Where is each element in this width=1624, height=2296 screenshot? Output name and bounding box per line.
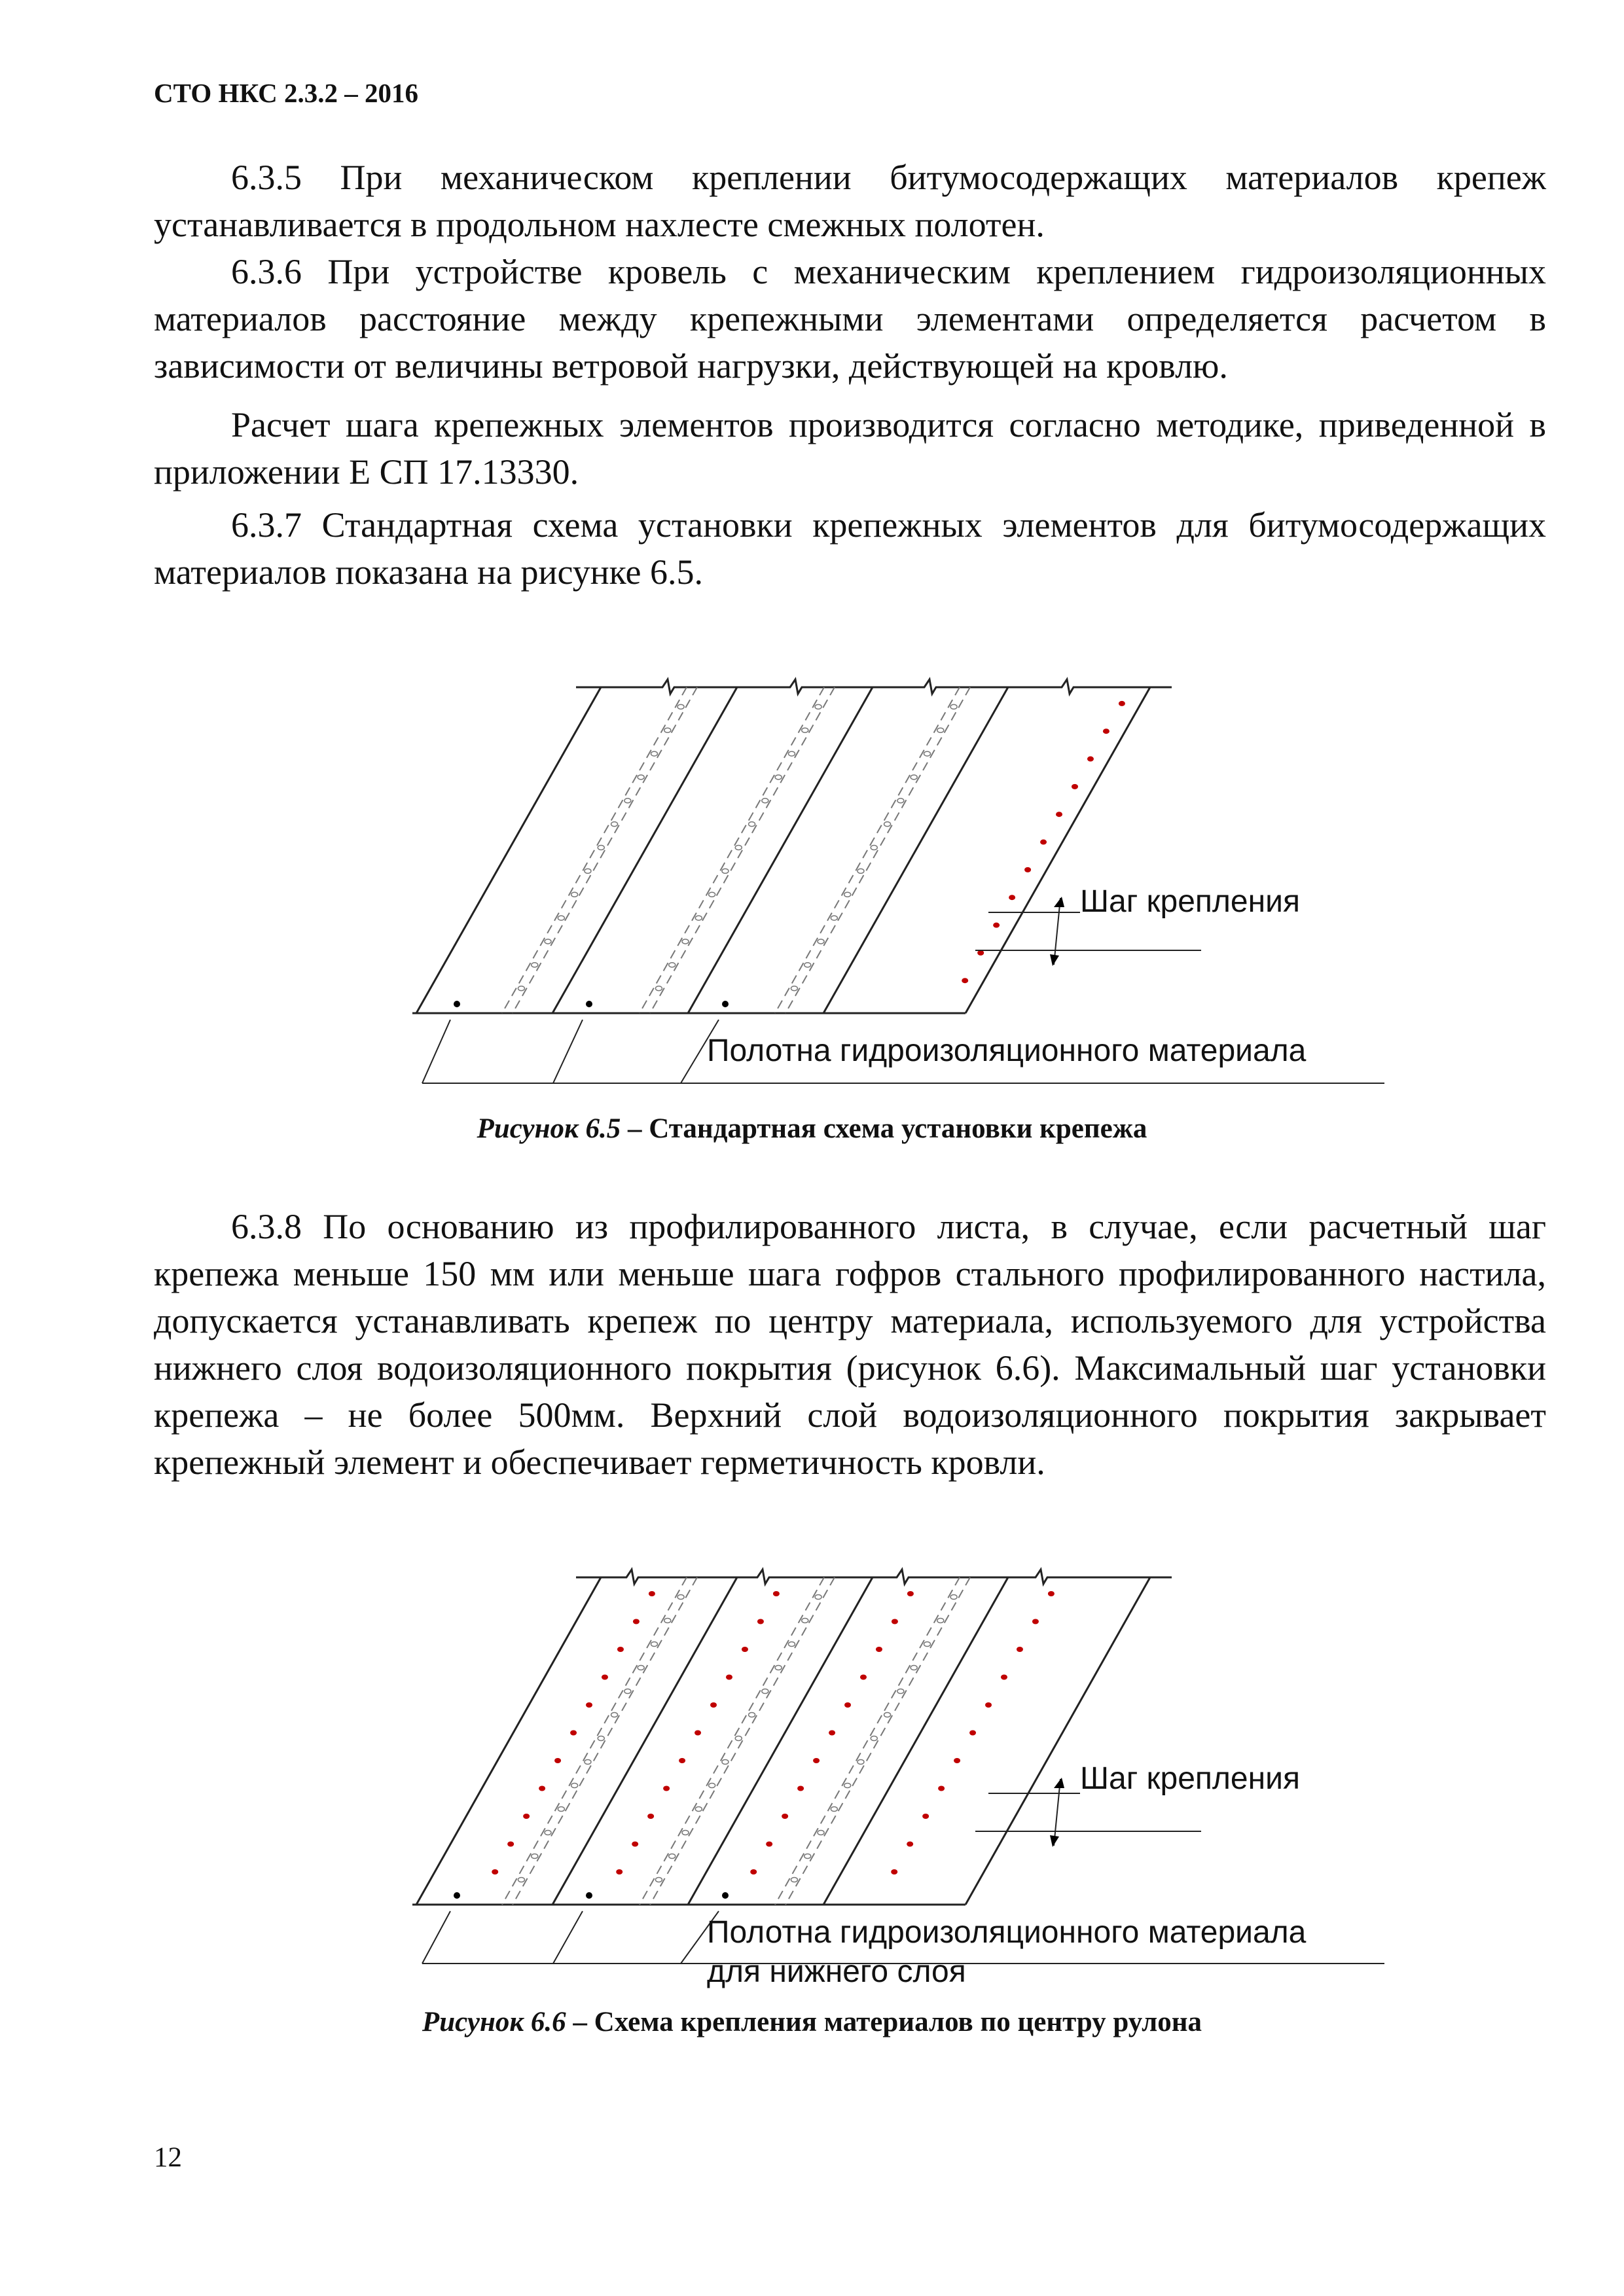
sheet-bottom-dot — [454, 1892, 460, 1899]
overlap-fastener-marker — [791, 1878, 797, 1882]
sheets-label-line-2: для нижнего слоя — [707, 1954, 966, 1989]
step-arrow-head — [1054, 1778, 1064, 1788]
overlap-fastener-marker — [638, 1666, 644, 1670]
red-fastener-marker — [507, 1842, 514, 1847]
overlap-fastener-marker — [818, 1831, 824, 1835]
overlap-fastener-marker — [788, 1642, 795, 1647]
step-label: Шаг крепления — [1080, 1761, 1300, 1796]
overlap-fastener-marker — [624, 1689, 631, 1694]
overlap-fastener-marker — [677, 1595, 684, 1600]
overlap-dashed-line — [640, 1577, 824, 1905]
red-fastener-marker — [985, 1702, 992, 1708]
overlap-fastener-marker — [664, 1619, 671, 1623]
overlap-fastener-marker — [831, 1807, 837, 1812]
red-fastener-marker — [539, 1786, 545, 1791]
sheet-bottom-dot — [722, 1892, 729, 1899]
caption-number: Рисунок 6.6 — [422, 2007, 566, 2037]
step-dimension-tick — [1054, 1779, 1060, 1846]
red-fastener-marker — [1001, 1675, 1007, 1680]
red-fastener-marker — [617, 1647, 624, 1652]
sheet-bottom-dot — [586, 1892, 592, 1899]
overlap-fastener-marker — [950, 1595, 957, 1600]
red-fastener-marker — [907, 1842, 913, 1847]
red-fastener-marker — [844, 1702, 851, 1708]
red-fastener-marker — [554, 1758, 561, 1763]
red-fastener-marker — [773, 1591, 780, 1596]
overlap-fastener-marker — [749, 1713, 755, 1717]
overlap-fastener-marker — [897, 1689, 904, 1694]
red-fastener-marker — [695, 1731, 701, 1736]
overlap-dashed-line — [785, 1577, 970, 1905]
overlap-fastener-marker — [884, 1713, 891, 1717]
red-fastener-marker — [1048, 1591, 1055, 1596]
red-fastener-marker — [954, 1758, 960, 1763]
red-fastener-marker — [782, 1814, 788, 1819]
overlap-fastener-marker — [558, 1807, 564, 1812]
red-fastener-marker — [1032, 1619, 1039, 1624]
red-fastener-marker — [750, 1869, 757, 1874]
sheets-label: Полотна гидроизоляционного материала — [707, 1033, 1307, 1068]
red-fastener-marker — [829, 1731, 835, 1736]
roof-top-break-line — [576, 1570, 1172, 1584]
paragraph-text: 6.3.6 При устройстве кровель с механическим креплением гидроизоляционных материалов расстояние между крепежными элементами определяется расчетом в зависимости от величины ветровой нагрузки, действующей на кровлю. — [154, 252, 1546, 386]
overlap-fastener-marker — [518, 1878, 524, 1882]
overlap-fastener-marker — [844, 1784, 851, 1788]
red-fastener-marker — [649, 1591, 655, 1596]
red-fastener-marker — [742, 1647, 748, 1652]
leader-line — [553, 1911, 583, 1964]
overlap-fastener-marker — [611, 1713, 618, 1717]
overlap-fastener-marker — [804, 1854, 811, 1859]
overlap-fastener-marker — [598, 1736, 604, 1741]
overlap-fastener-marker — [911, 1666, 917, 1670]
sheet-edge-line — [416, 1577, 601, 1905]
red-fastener-marker — [570, 1731, 577, 1736]
paragraph-text: 6.3.7 Стандартная схема установки крепежных элементов для битумосодержащих материалов показана на рисунке 6.5. — [154, 505, 1546, 592]
red-fastener-marker — [938, 1786, 945, 1791]
red-fastener-marker — [969, 1731, 976, 1736]
caption-text: – Схема крепления материалов по центру рулона — [566, 2007, 1202, 2037]
page-number: 12 — [154, 2142, 182, 2173]
overlap-fastener-marker — [655, 1878, 662, 1882]
overlap-fastener-marker — [857, 1760, 864, 1765]
sheet-edge-line — [688, 1577, 873, 1905]
red-fastener-marker — [892, 1619, 898, 1624]
red-fastener-marker — [492, 1869, 498, 1874]
red-fastener-marker — [757, 1619, 764, 1624]
overlap-dashed-line — [775, 1577, 960, 1905]
red-fastener-marker — [632, 1842, 638, 1847]
red-fastener-marker — [663, 1786, 670, 1791]
sheet-edge-line — [965, 1577, 1150, 1905]
red-fastener-marker — [633, 1619, 640, 1624]
red-fastener-marker — [586, 1702, 592, 1708]
red-fastener-marker — [891, 1869, 897, 1874]
overlap-fastener-marker — [682, 1831, 689, 1835]
red-fastener-marker — [1017, 1647, 1023, 1652]
step-label: Шаг крепления — [1080, 884, 1300, 919]
red-fastener-marker — [523, 1814, 530, 1819]
red-fastener-marker — [679, 1758, 685, 1763]
red-fastener-marker — [922, 1814, 929, 1819]
overlap-fastener-marker — [762, 1689, 768, 1694]
red-fastener-marker — [726, 1675, 732, 1680]
overlap-fastener-marker — [695, 1807, 702, 1812]
overlap-fastener-marker — [775, 1666, 782, 1670]
overlap-fastener-marker — [571, 1784, 578, 1788]
paragraph-text: 6.3.5 При механическом креплении битумосодержащих материалов крепеж устанавливается в продольном нахлесте смежных полотен. — [154, 158, 1546, 244]
red-fastener-marker — [647, 1814, 654, 1819]
red-fastener-marker — [616, 1869, 623, 1874]
paragraph-text: 6.3.8 По основанию из профилированного листа, в случае, если расчетный шаг крепежа меньше 150 мм или меньше шага гофров стального профилированного настила, допускается устанавливать крепеж по центру материала, используемого для устройства нижнего слоя водоизоляционного покрытия (рисунок 6.6). Максимальный шаг установки крепежа – не более 500мм. Верхний слой водоизоляционного покрытия закрывает крепежный элемент и обеспечивает герметичность кровли. — [154, 1207, 1546, 1482]
caption-text: – Стандартная схема установки крепежа — [621, 1113, 1147, 1144]
figure-6-6-caption — [0, 2006, 1624, 2038]
overlap-fastener-marker — [709, 1784, 715, 1788]
overlap-fastener-marker — [735, 1736, 742, 1741]
red-fastener-marker — [797, 1786, 804, 1791]
overlap-fastener-marker — [722, 1760, 729, 1765]
overlap-fastener-marker — [585, 1760, 591, 1765]
red-fastener-marker — [710, 1702, 717, 1708]
red-fastener-marker — [766, 1842, 772, 1847]
red-fastener-marker — [602, 1675, 608, 1680]
overlap-fastener-marker — [924, 1642, 930, 1647]
paragraph-text: Расчет шага крепежных элементов производится согласно методике, приведенной в приложении Е СП 17.13330. — [154, 405, 1546, 492]
overlap-fastener-marker — [545, 1831, 551, 1835]
overlap-fastener-marker — [937, 1619, 944, 1623]
leader-line — [422, 1911, 450, 1964]
red-fastener-marker — [813, 1758, 820, 1763]
sheet-edge-line — [823, 1577, 1008, 1905]
overlap-fastener-marker — [802, 1619, 808, 1623]
document-header: СТО НКС 2.3.2 – 2016 — [154, 78, 419, 108]
red-fastener-marker — [876, 1647, 882, 1652]
overlap-fastener-marker — [815, 1595, 821, 1600]
sheet-edge-line — [552, 1577, 737, 1905]
sheets-label: Полотна гидроизоляционного материала — [707, 1915, 1307, 1950]
overlap-fastener-marker — [871, 1736, 877, 1741]
caption-number: Рисунок 6.5 — [477, 1113, 621, 1144]
red-fastener-marker — [907, 1591, 914, 1596]
overlap-fastener-marker — [532, 1854, 538, 1859]
overlap-dashed-line — [502, 1577, 687, 1905]
overlap-fastener-marker — [669, 1854, 676, 1859]
overlap-fastener-marker — [651, 1642, 657, 1647]
red-fastener-marker — [860, 1675, 867, 1680]
